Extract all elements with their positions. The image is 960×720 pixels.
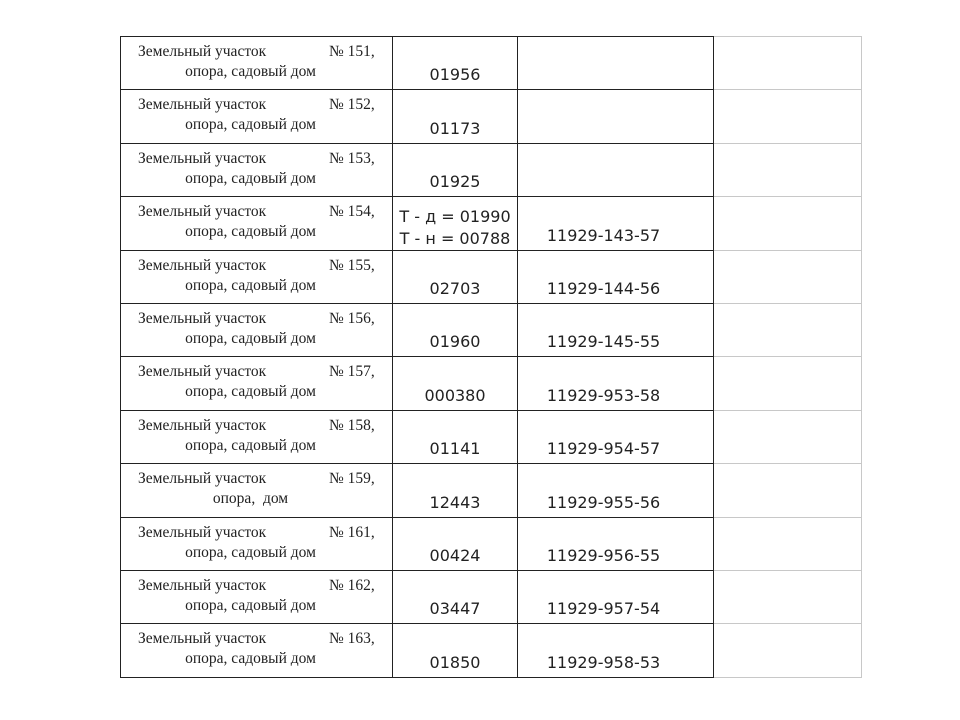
table-row	[121, 37, 862, 90]
plot-label: Земельный участок	[138, 309, 267, 327]
plot-label: Земельный участок	[138, 630, 267, 648]
account-cell	[518, 624, 714, 677]
plot-cell	[121, 197, 393, 250]
plot-number: № 151,	[329, 43, 375, 60]
empty-cell	[714, 624, 862, 677]
meter-cell	[393, 517, 518, 570]
table-row	[121, 143, 862, 196]
plot-label: Земельный участок	[138, 256, 267, 274]
account-cell	[518, 464, 714, 517]
meter-cell	[393, 250, 518, 303]
account-cell	[518, 570, 714, 623]
account-number: 11929-953-58	[546, 385, 661, 405]
account-cell	[518, 303, 714, 356]
meter-reading: 03447	[429, 599, 481, 619]
plot-label: Земельный участок	[138, 96, 267, 114]
account-cell	[518, 90, 714, 143]
account-number: 11929-144-56	[546, 278, 661, 298]
plot-number: № 156,	[329, 309, 375, 327]
plots-table-body	[121, 37, 862, 678]
meter-cell	[393, 197, 518, 250]
plot-description: опора, садовый дом	[185, 116, 316, 134]
meter-reading: 00424	[429, 545, 481, 565]
meter-reading: 01956	[429, 65, 481, 85]
meter-cell	[393, 464, 518, 517]
plot-label: Земельный участок	[138, 416, 267, 434]
plot-cell	[121, 517, 393, 570]
plots-table	[120, 36, 862, 678]
plot-cell	[121, 410, 393, 463]
account-cell	[518, 37, 714, 90]
account-cell	[518, 517, 714, 570]
account-number: 11929-958-53	[546, 652, 661, 672]
plot-number: № 159,	[329, 470, 375, 488]
empty-cell	[714, 517, 862, 570]
empty-cell	[714, 90, 862, 143]
account-number: 11929-145-55	[546, 332, 661, 352]
meter-reading: 01925	[429, 172, 481, 192]
empty-cell	[714, 410, 862, 463]
plot-description: опора, дом	[212, 490, 289, 508]
empty-cell	[714, 197, 862, 250]
empty-cell	[714, 303, 862, 356]
table-row	[121, 197, 862, 250]
plot-number: № 157,	[329, 363, 375, 381]
meter-cell	[393, 143, 518, 196]
plot-description: опора, садовый дом	[185, 543, 316, 561]
meter-reading: 02703	[429, 278, 481, 298]
plot-cell	[121, 303, 393, 356]
plot-number: № 163,	[329, 630, 375, 648]
meter-reading: 01173	[429, 118, 481, 138]
plot-cell	[121, 624, 393, 677]
plot-number: № 152,	[329, 96, 375, 114]
meter-cell	[393, 357, 518, 410]
empty-cell	[714, 143, 862, 196]
meter-reading: 01960	[429, 332, 481, 352]
meter-reading-dual	[393, 206, 517, 250]
account-number: 11929-955-56	[546, 492, 661, 512]
plot-description: опора, садовый дом	[185, 276, 316, 294]
plot-cell	[121, 143, 393, 196]
account-number: 11929-954-57	[546, 439, 661, 459]
account-number: 11929-956-55	[546, 545, 661, 565]
meter-night-reading: Т - н = 00788	[399, 229, 511, 249]
table-row	[121, 517, 862, 570]
table-row	[121, 464, 862, 517]
plot-number: № 153,	[329, 149, 375, 167]
meter-reading: 01850	[429, 652, 481, 672]
plot-cell	[121, 90, 393, 143]
table-row	[121, 357, 862, 410]
plot-cell	[121, 357, 393, 410]
plot-description: опора, садовый дом	[185, 383, 316, 401]
account-cell	[518, 357, 714, 410]
plot-description: опора, садовый дом	[185, 436, 316, 454]
plot-label: Земельный участок	[138, 43, 267, 60]
meter-reading: 000380	[424, 385, 486, 405]
table-row	[121, 624, 862, 677]
plot-description: опора, садовый дом	[185, 596, 316, 614]
plot-description: опора, садовый дом	[185, 650, 316, 668]
meter-cell	[393, 410, 518, 463]
meter-reading: 01141	[429, 439, 481, 459]
meter-cell	[393, 90, 518, 143]
meter-cell	[393, 37, 518, 90]
plot-description: опора, садовый дом	[185, 329, 316, 347]
empty-cell	[714, 570, 862, 623]
account-number: 11929-143-57	[546, 225, 661, 245]
plot-label: Земельный участок	[138, 470, 267, 488]
table-row	[121, 90, 862, 143]
plot-number: № 155,	[329, 256, 375, 274]
plot-number: № 154,	[329, 203, 375, 221]
meter-cell	[393, 624, 518, 677]
plot-label: Земельный участок	[138, 363, 267, 381]
plot-label: Земельный участок	[138, 203, 267, 221]
plot-number: № 158,	[329, 416, 375, 434]
empty-cell	[714, 37, 862, 90]
plot-description: опора, садовый дом	[185, 223, 316, 241]
plot-label: Земельный участок	[138, 523, 267, 541]
plot-number: № 161,	[329, 523, 375, 541]
table-row	[121, 570, 862, 623]
plot-description: опора, садовый дом	[185, 169, 316, 187]
empty-cell	[714, 357, 862, 410]
meter-day-reading: Т - д = 01990	[399, 207, 511, 227]
table-row	[121, 303, 862, 356]
table-row	[121, 250, 862, 303]
account-cell	[518, 197, 714, 250]
plot-number: № 162,	[329, 576, 375, 594]
meter-cell	[393, 570, 518, 623]
empty-cell	[714, 250, 862, 303]
plot-cell	[121, 37, 393, 90]
table-row	[121, 410, 862, 463]
plot-label: Земельный участок	[138, 149, 267, 167]
meter-cell	[393, 303, 518, 356]
plot-cell	[121, 464, 393, 517]
plot-cell	[121, 570, 393, 623]
empty-cell	[714, 464, 862, 517]
account-cell	[518, 250, 714, 303]
plot-cell	[121, 250, 393, 303]
plot-description: опора, садовый дом	[185, 63, 316, 80]
account-cell	[518, 410, 714, 463]
account-number: 11929-957-54	[546, 599, 661, 619]
account-cell	[518, 143, 714, 196]
meter-reading: 12443	[429, 492, 481, 512]
plot-label: Земельный участок	[138, 576, 267, 594]
